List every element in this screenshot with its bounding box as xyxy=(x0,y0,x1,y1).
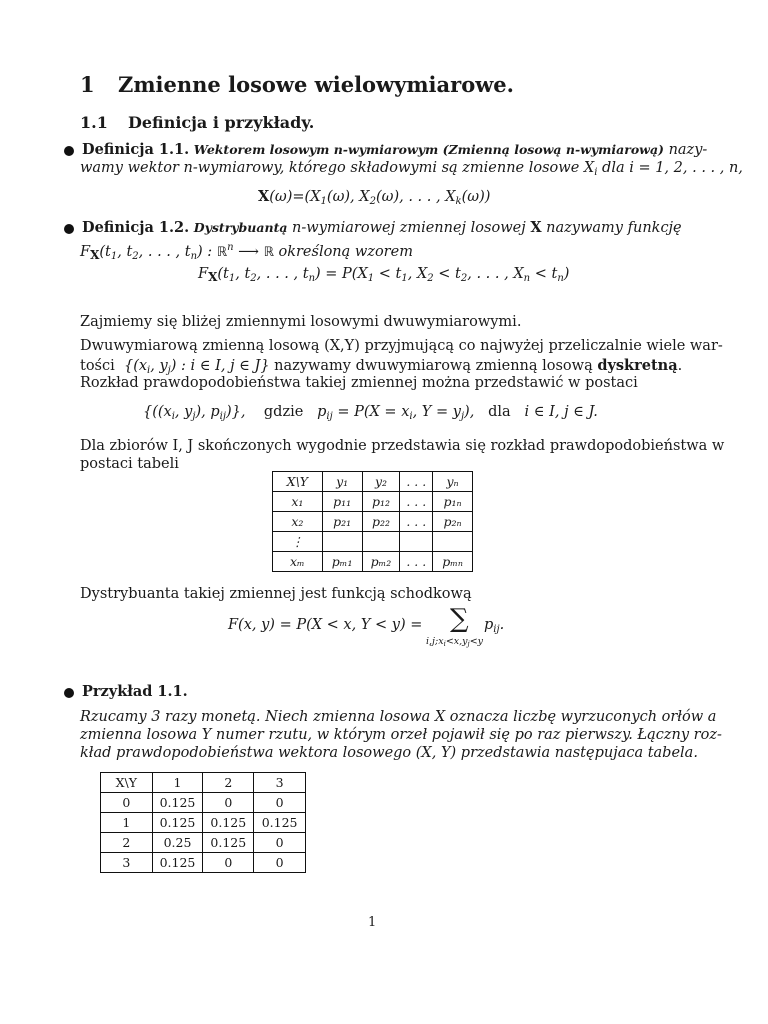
def1-rest: nazy- xyxy=(663,142,708,158)
table1-row xyxy=(273,492,473,512)
table2-cell: 3 xyxy=(254,773,306,793)
table1-cell: p₁₁ xyxy=(322,492,362,512)
table1-row xyxy=(273,532,473,552)
def1-label: Definicja 1.1. xyxy=(82,141,190,158)
formula-4: F(x, y) = P(X < x, Y < y) = xyxy=(228,617,423,633)
table2-cell: 3 xyxy=(101,853,153,873)
table1-cell xyxy=(433,532,473,552)
table1-cell: p₂₁ xyxy=(322,512,362,532)
table1-cell: yₙ xyxy=(433,472,473,492)
table2-cell: 0.125 xyxy=(152,793,203,813)
para2-end: . xyxy=(677,358,683,374)
table2-cell: 1 xyxy=(152,773,203,793)
subsection-number: 1.1 xyxy=(80,113,108,132)
bullet-icon xyxy=(64,146,74,156)
table2-cell: 2 xyxy=(203,773,254,793)
sum-index: $i,j;x_i<x,y_j<y$ xyxy=(426,636,484,648)
table2-cell: 0 xyxy=(203,793,254,813)
table1-cell: y₁ xyxy=(322,472,362,492)
table2-cell: 0.25 xyxy=(152,833,203,853)
example-label: Przykład 1.1. xyxy=(82,683,188,700)
table1-row xyxy=(273,472,473,492)
table2-cell: 0.125 xyxy=(152,853,203,873)
def2-rest: n-wymiarowej zmiennej losowej xyxy=(287,220,531,236)
section-number: 1 xyxy=(80,72,95,97)
table1-cell: X\Y xyxy=(273,472,323,492)
table1-cell: . . . xyxy=(400,512,433,532)
sum-symbol: ∑ xyxy=(450,604,469,634)
bullet-icon xyxy=(64,224,74,234)
table1-cell: xₘ xyxy=(273,552,323,572)
table2-cell: 0 xyxy=(254,833,306,853)
example-line1: Rzucamy 3 razy monetą. Niech zmienna losowa X oznacza liczbę wyrzuconych orłów a xyxy=(80,709,717,725)
table1-cell: x₂ xyxy=(273,512,323,532)
def1-line2-end: dla i = 1, 2, . . . , n, xyxy=(597,160,743,176)
table1-cell xyxy=(362,532,400,552)
example-distribution-table xyxy=(100,772,306,873)
table1-row xyxy=(273,512,473,532)
table2-row xyxy=(101,793,306,813)
table2-cell: 0 xyxy=(203,853,254,873)
bullet-icon xyxy=(64,688,74,698)
example-line3: kład prawdopodobieństwa wektora losowego (X, Y) przedstawia następujaca tabela. xyxy=(80,745,698,761)
def2-term: Dystrybuantą xyxy=(193,220,288,235)
section-heading xyxy=(80,72,514,97)
def2-line2: $F_X(t_1$, $t_2$, . . . , $t_n$) : ℝ$^n$ ⟶ ℝ określoną wzorem xyxy=(80,242,413,262)
table1-cell: p₁ₙ xyxy=(433,492,473,512)
def2-formula: $F_X(t_1$, $t_2$, . . . , $t_n) = P(X_1 < t_1$, $X_2 < t_2$, . . . , $X_n < t_n$) xyxy=(198,266,570,284)
table2-cell: 0 xyxy=(101,793,153,813)
table1-cell xyxy=(322,532,362,552)
table1-cell: p₂₂ xyxy=(362,512,400,532)
table2-cell: 0.125 xyxy=(203,833,254,853)
table1-cell: . . . xyxy=(400,492,433,512)
subsection-heading xyxy=(80,113,314,132)
example-line2: zmienna losowa Y numer rzutu, w którym orzeł pojawił się po raz pierwszy. Łączny roz- xyxy=(80,727,722,743)
def2-line1 xyxy=(82,218,682,238)
paragraph-4: Dystrybuanta takiej zmiennej jest funkcją schodkową xyxy=(80,586,472,602)
def1-line1 xyxy=(82,140,707,160)
table2-row xyxy=(101,813,306,833)
formula3-gdzie: gdzie xyxy=(263,404,304,420)
distribution-table-generic xyxy=(272,471,473,572)
paragraph-3-line2: postaci tabeli xyxy=(80,456,179,472)
table1-cell xyxy=(400,532,433,552)
def2-label: Definicja 1.2. xyxy=(82,219,190,236)
table2-cell: 0.125 xyxy=(203,813,254,833)
para2-start: tości xyxy=(80,358,115,374)
para2-mid: nazywamy dwuwymiarową zmienną losową xyxy=(269,358,598,374)
def2-bold-x: X xyxy=(530,219,542,236)
def1-formula: $X(\omega)=(X_1(\omega)$, $X_2(\omega)$, . . . , $X_k(\omega)$) xyxy=(258,188,491,207)
table2-row xyxy=(101,853,306,873)
table2-row xyxy=(101,833,306,853)
subsection-title: Definicja i przykłady. xyxy=(128,113,315,132)
table1-cell: y₂ xyxy=(362,472,400,492)
def1-line2-text: wamy wektor n-wymiarowy, którego składowymi są zmienne losowe X xyxy=(80,160,595,176)
table2-cell: 0.125 xyxy=(254,813,306,833)
table1-row xyxy=(273,552,473,572)
table1-cell: pₘ₂ xyxy=(362,552,400,572)
table1-cell: pₘₙ xyxy=(433,552,473,572)
table2-cell: 0 xyxy=(254,853,306,873)
table1-cell: p₂ₙ xyxy=(433,512,473,532)
para2-bold: dyskretną xyxy=(597,357,678,374)
table2-cell: 1 xyxy=(101,813,153,833)
paragraph-2-line2: tości {($x_i$, $y_j$) : i ∈ I, j ∈ J} nazywamy dwuwymiarową zmienną losową dyskretną. xyxy=(80,357,683,376)
def1-line2 xyxy=(80,159,743,182)
formula-3: {(($x_i$, $y_j$), $p_{ij}$)}, gdzie $p_{ij} = P(X = x_i$, $Y = y_j$), dla i ∈ I, j ∈ J. xyxy=(143,404,598,422)
def1-line2-sub: i xyxy=(594,167,598,178)
table1-cell: p₁₂ xyxy=(362,492,400,512)
paragraph-2-line3: Rozkład prawdopodobieństwa takiej zmiennej można przedstawić w postaci xyxy=(80,375,638,391)
table2-cell: 2 xyxy=(101,833,153,853)
table1-cell: pₘ₁ xyxy=(322,552,362,572)
paragraph-1: Zajmiemy się bliżej zmiennymi losowymi dwuwymiarowymi. xyxy=(80,314,522,330)
def2-line2-end: określoną wzorem xyxy=(273,244,413,260)
table2-cell: 0 xyxy=(254,793,306,813)
table2-cell: X\Y xyxy=(101,773,153,793)
formula-4-rhs: $p_{ij}$. xyxy=(484,617,505,635)
paragraph-2-line1: Dwuwymiarową zmienną losową (X,Y) przyjmującą co najwyżej przeliczalnie wiele war- xyxy=(80,338,723,354)
formula3-dla: dla xyxy=(488,404,511,420)
section-title: Zmienne losowe wielowymiarowe. xyxy=(118,72,514,97)
table2-cell: 0.125 xyxy=(152,813,203,833)
table2-row xyxy=(101,773,306,793)
def1-term: Wektorem losowym n-wymiarowym (Zmienną losową n-wymiarową) xyxy=(193,142,664,157)
def2-rest-end: nazywamy funkcję xyxy=(541,220,682,236)
paragraph-3-line1: Dla zbiorów I, J skończonych wygodnie przedstawia się rozkład prawdopodobieństwa w xyxy=(80,438,725,454)
table1-cell: . . . xyxy=(400,552,433,572)
table1-cell: . . . xyxy=(400,472,433,492)
table1-cell: x₁ xyxy=(273,492,323,512)
page-number: 1 xyxy=(368,915,377,930)
table1-cell: ⋮ xyxy=(273,532,323,552)
